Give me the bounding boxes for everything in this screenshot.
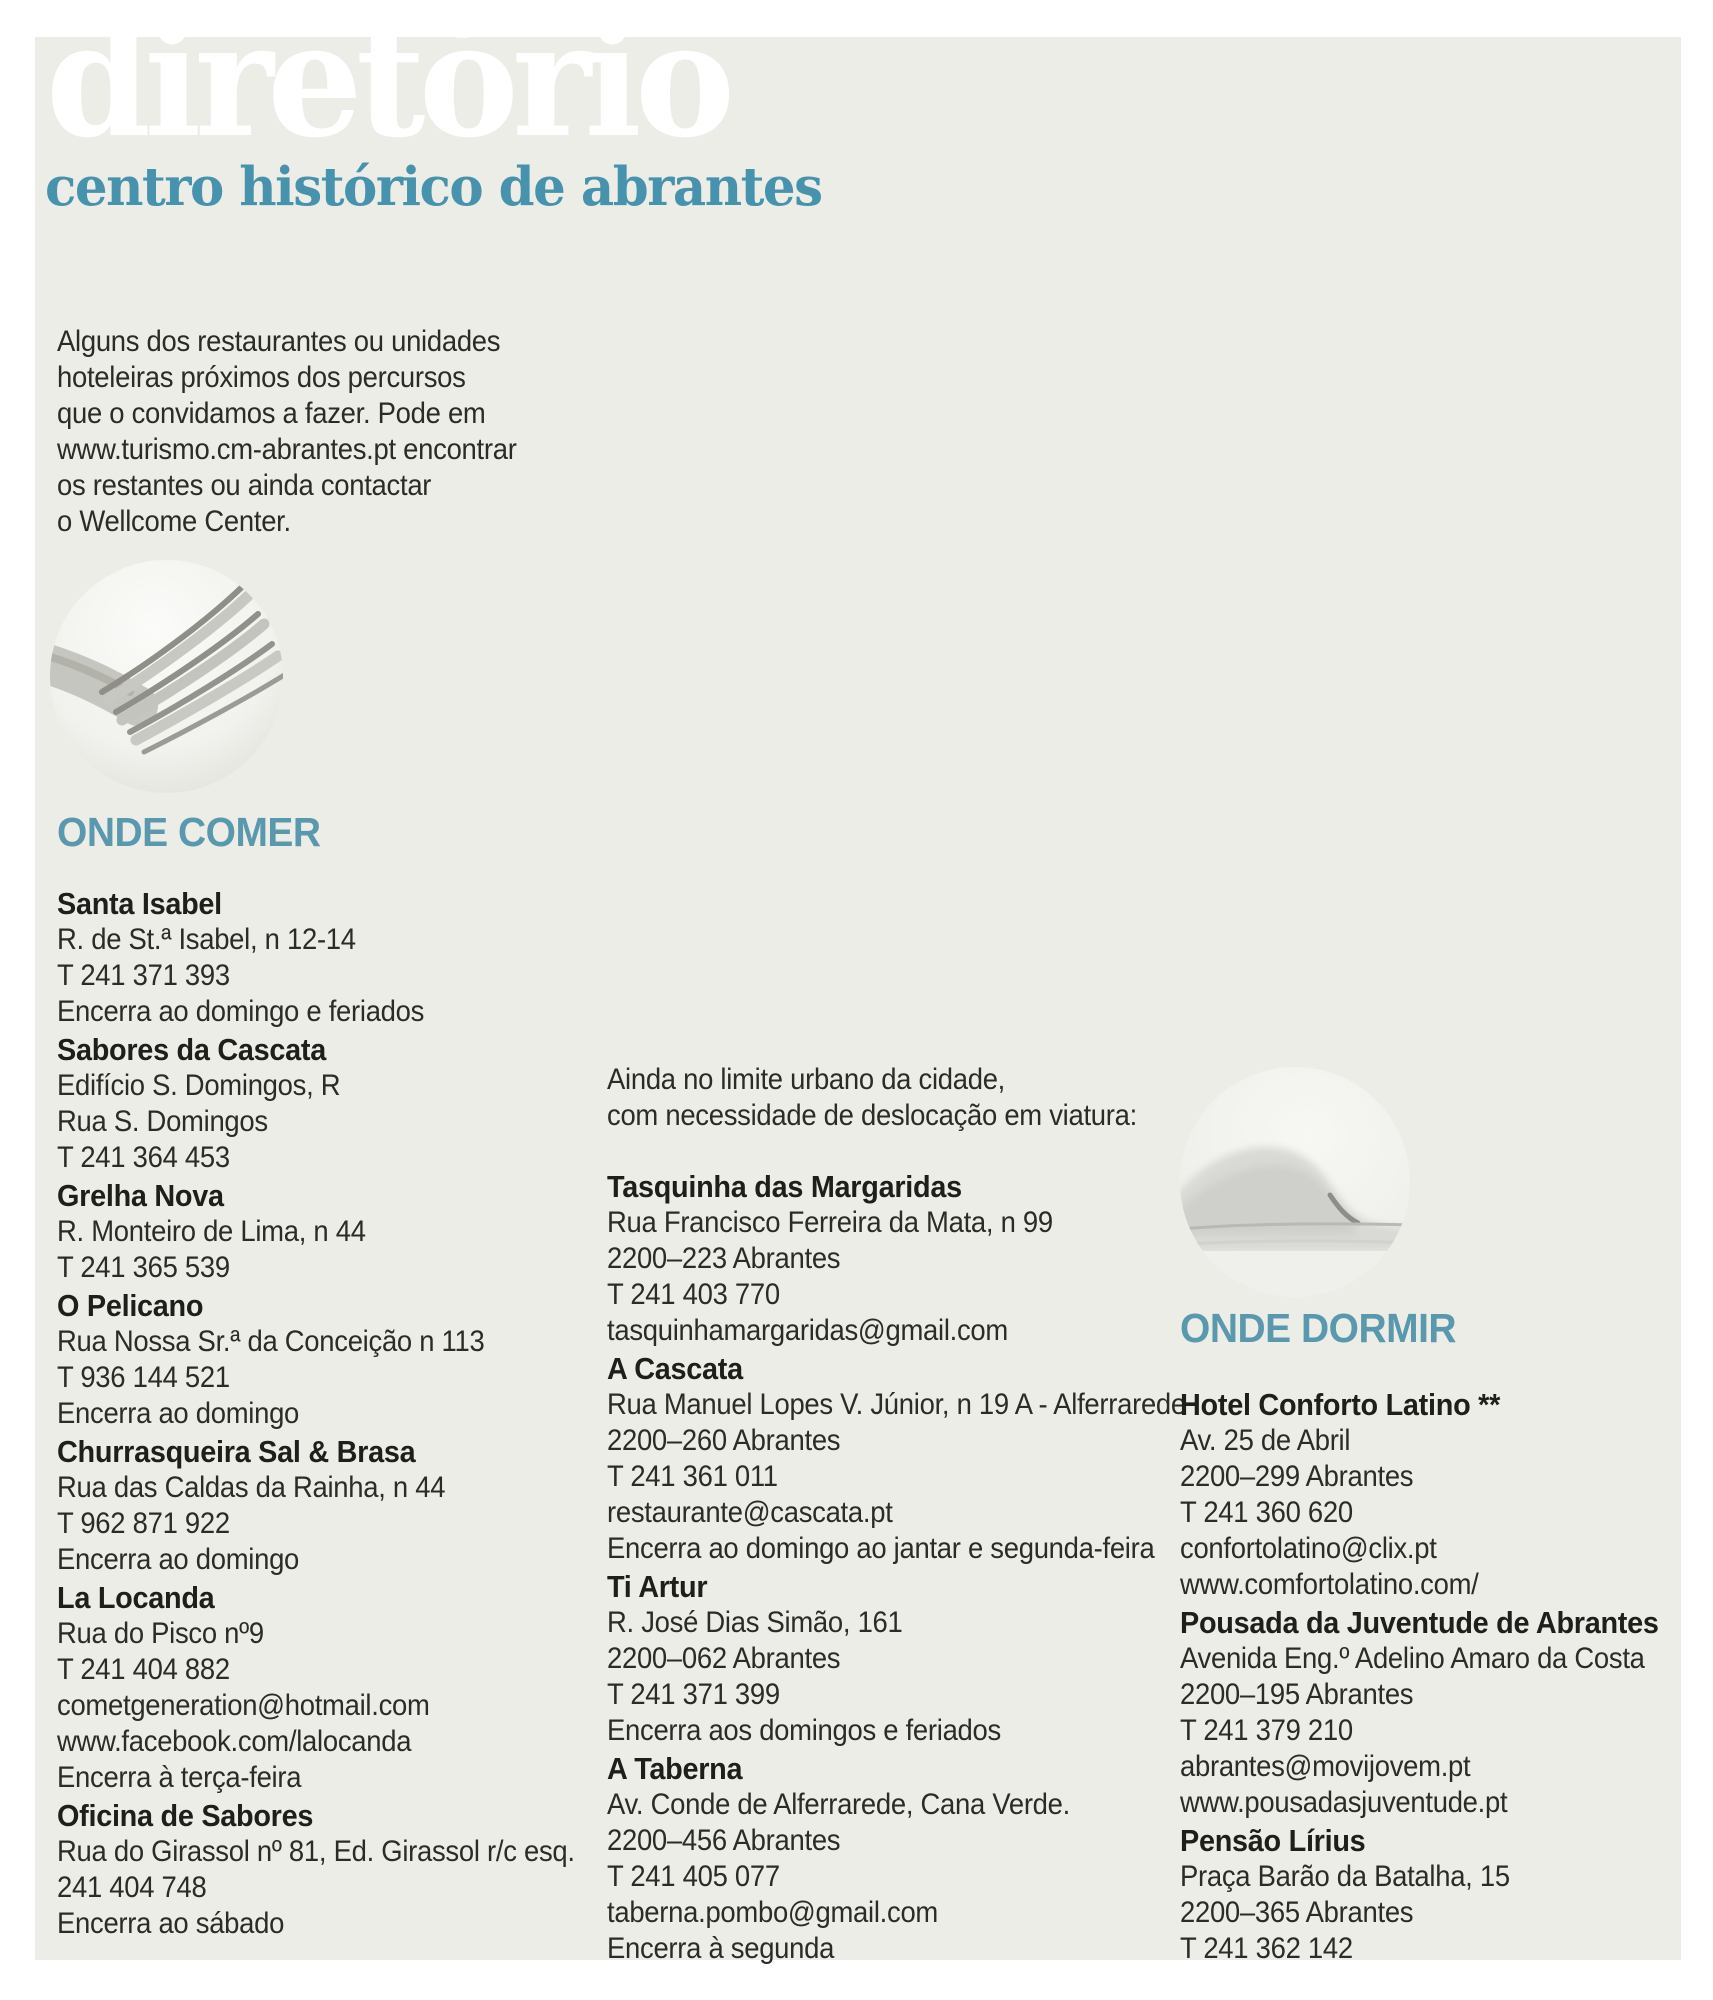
listing-phone: T 241 371 393 <box>57 959 230 992</box>
listing-name: Tasquinha das Margaridas <box>607 1169 962 1204</box>
listing-phone: T 241 405 077 <box>607 1860 780 1893</box>
intro-line: Alguns dos restaurantes ou unidades <box>57 325 501 358</box>
listing-website: www.facebook.com/lalocanda <box>57 1725 412 1758</box>
listing-name: Santa Isabel <box>57 886 222 921</box>
intro-line: hoteleiras próximos dos percursos <box>57 361 466 394</box>
listing-email: tasquinhamargaridas@gmail.com <box>607 1314 1008 1347</box>
listing-postal: 2200–223 Abrantes <box>607 1242 841 1275</box>
listing-closed: Encerra ao domingo <box>57 1543 300 1576</box>
section-header-onde-dormir: ONDE DORMIR <box>1180 1305 1457 1351</box>
listing-name: Ti Artur <box>607 1569 708 1604</box>
listing-address: Av. Conde de Alferrarede, Cana Verde. <box>607 1788 1070 1821</box>
intro-paragraph <box>57 324 578 540</box>
listing-address: Rua do Girassol nº 81, Ed. Girassol r/c esq. <box>57 1835 575 1868</box>
listing-phone: T 241 404 882 <box>57 1653 230 1686</box>
listing-closed: Encerra à terça-feira <box>57 1761 302 1794</box>
listing-closed: Encerra ao domingo e feriados <box>57 995 425 1028</box>
listing-closed: Encerra ao domingo ao jantar e segunda-feira <box>607 1532 1155 1565</box>
listing <box>57 1579 541 1796</box>
listing <box>1180 1386 1664 1603</box>
listing-address: R. José Dias Simão, 161 <box>607 1606 903 1639</box>
listing <box>607 1568 1128 1749</box>
intro-line: que o convidamos a fazer. Pode em <box>57 397 486 430</box>
limite-urbano-listings <box>607 1062 1186 1968</box>
listing <box>57 1433 541 1578</box>
listing-postal: 2200–299 Abrantes <box>1180 1460 1414 1493</box>
listing-postal: 2200–260 Abrantes <box>607 1424 841 1457</box>
listing <box>57 1287 541 1432</box>
page-subtitle: centro histórico de abrantes <box>45 156 822 218</box>
listing <box>57 1797 575 1942</box>
listing-address: Rua S. Domingos <box>57 1105 268 1138</box>
listing-address: Av. 25 de Abril <box>1180 1424 1351 1457</box>
listing-phone: T 241 403 770 <box>607 1278 780 1311</box>
intro-line: o Wellcome Center. <box>57 505 291 538</box>
listing-phone: T 241 364 453 <box>57 1141 230 1174</box>
listing-phone: T 936 144 521 <box>57 1361 230 1394</box>
note-line: Ainda no limite urbano da cidade, <box>607 1063 1006 1096</box>
listing-email: cometgeneration@hotmail.com <box>57 1689 430 1722</box>
listing-name: Sabores da Cascata <box>57 1032 327 1067</box>
listing <box>1180 1604 1664 1821</box>
listing-closed: Encerra ao domingo <box>57 1397 300 1430</box>
listing-closed: Encerra ao sábado <box>57 1907 285 1940</box>
listing-name: A Taberna <box>607 1751 743 1786</box>
listing-address: Rua Francisco Ferreira da Mata, n 99 <box>607 1206 1053 1239</box>
listing <box>607 1350 1186 1567</box>
onde-dormir-listings <box>1180 1386 1664 1968</box>
listing-name: La Locanda <box>57 1580 215 1615</box>
listing-website: www.comfortolatino.com/ <box>1180 1568 1479 1601</box>
listing-phone: T 962 871 922 <box>57 1507 230 1540</box>
intro-line: os restantes ou ainda contactar <box>57 469 432 502</box>
listing <box>607 1168 1128 1349</box>
listing-name: Churrasqueira Sal & Brasa <box>57 1434 416 1469</box>
listing-address: Praça Barão da Batalha, 15 <box>1180 1860 1510 1893</box>
listing-address: Edifício S. Domingos, R <box>57 1069 341 1102</box>
listing <box>1180 1822 1664 1967</box>
intro-line: www.turismo.cm-abrantes.pt encontrar <box>57 433 517 466</box>
listing-phone: T 241 379 210 <box>1180 1714 1353 1747</box>
listing-postal: 2200–062 Abrantes <box>607 1642 841 1675</box>
listing-name: Hotel Conforto Latino ** <box>1180 1387 1501 1422</box>
listing-address: Rua do Pisco nº9 <box>57 1617 264 1650</box>
listing-postal: 2200–365 Abrantes <box>1180 1896 1414 1929</box>
listing-name: Oficina de Sabores <box>57 1798 314 1833</box>
listing-phone: T 241 371 399 <box>607 1678 780 1711</box>
listing-address: Rua Manuel Lopes V. Júnior, n 19 A - Alferrarede <box>607 1388 1186 1421</box>
listing-phone: T 241 361 011 <box>607 1460 778 1493</box>
listing-name: A Cascata <box>607 1351 743 1386</box>
listing-closed: Encerra à segunda <box>607 1932 835 1965</box>
listing-email: confortolatino@clix.pt <box>1180 1532 1437 1565</box>
fork-icon <box>50 560 283 793</box>
listing-address: R. Monteiro de Lima, n 44 <box>57 1215 366 1248</box>
onde-comer-listings <box>57 885 575 1943</box>
listing-address: R. de St.ª Isabel, n 12-14 <box>57 923 356 956</box>
pillow-photo <box>1180 1067 1410 1297</box>
listing-postal: 2200–195 Abrantes <box>1180 1678 1414 1711</box>
listing-name: Pensão Lírius <box>1180 1823 1366 1858</box>
listing-postal: 2200–456 Abrantes <box>607 1824 841 1857</box>
page-title: diretório <box>46 0 729 173</box>
note-line: com necessidade de deslocação em viatura: <box>607 1099 1137 1132</box>
listing <box>57 885 541 1030</box>
listing-closed: Encerra aos domingos e feriados <box>607 1714 1001 1747</box>
listing-phone: T 241 365 539 <box>57 1251 230 1284</box>
listing <box>607 1750 1128 1967</box>
listing-email: taberna.pombo@gmail.com <box>607 1896 939 1929</box>
listing-email: restaurante@cascata.pt <box>607 1496 893 1529</box>
section-header-onde-comer: ONDE COMER <box>57 809 321 855</box>
listing-phone: 241 404 748 <box>57 1871 207 1904</box>
listing-name: Pousada da Juventude de Abrantes <box>1180 1605 1659 1640</box>
listing <box>57 1177 541 1286</box>
pillow-icon <box>1180 1067 1410 1297</box>
listing-email: abrantes@movijovem.pt <box>1180 1750 1471 1783</box>
listing-phone: T 241 360 620 <box>1180 1496 1353 1529</box>
listing-website: www.pousadasjuventude.pt <box>1180 1786 1508 1819</box>
listing-address: Rua das Caldas da Rainha, n 44 <box>57 1471 446 1504</box>
listing-name: O Pelicano <box>57 1288 204 1323</box>
limite-urbano-note <box>607 1062 1137 1134</box>
fork-photo <box>50 560 283 793</box>
listing-phone: T 241 362 142 <box>1180 1932 1353 1965</box>
listing-name: Grelha Nova <box>57 1178 224 1213</box>
listing-address: Avenida Eng.º Adelino Amaro da Costa <box>1180 1642 1645 1675</box>
listing-address: Rua Nossa Sr.ª da Conceição n 113 <box>57 1325 485 1358</box>
listing <box>57 1031 541 1176</box>
